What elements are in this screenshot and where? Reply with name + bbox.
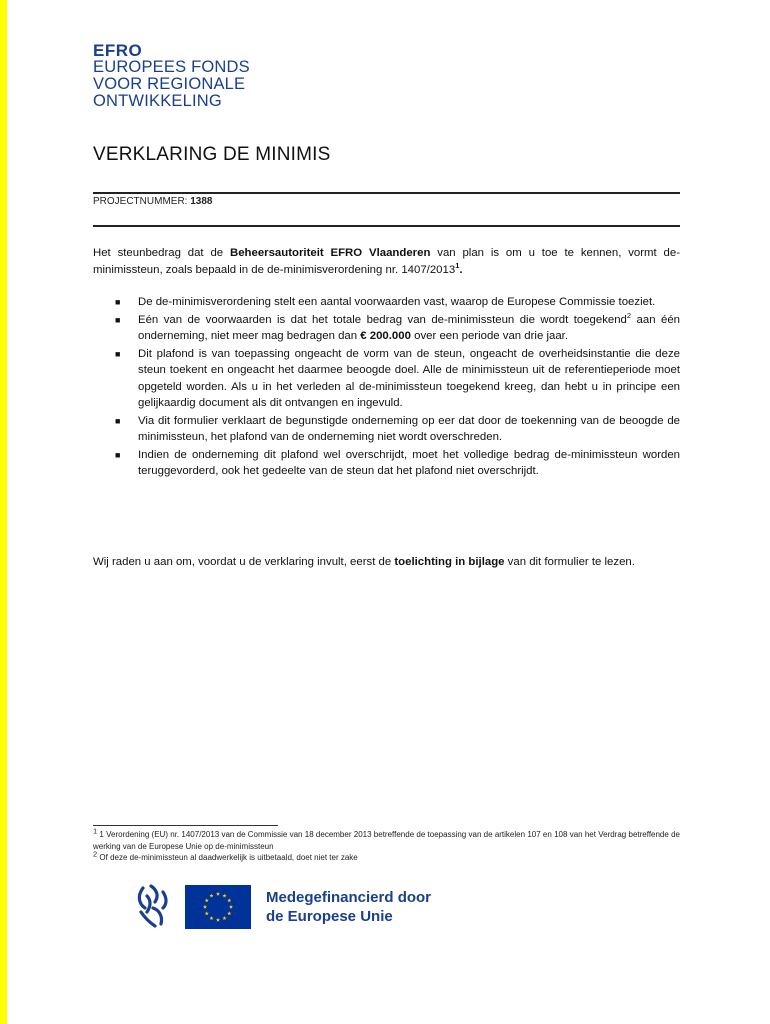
logo-short: EFRO xyxy=(93,41,143,60)
intro-text-end: van plan is om u toe te kennen, vormt de-minimissteun, zoals bepaald in de de-minimisverordening nr. 1407/2013 xyxy=(93,247,680,276)
logo-line-3: ONTWIKKELING xyxy=(93,92,222,110)
yellow-margin-bar xyxy=(0,0,7,1024)
footnote-ref-2: 2 xyxy=(626,310,632,320)
flemish-lion-logo-icon xyxy=(133,882,173,930)
list-item-text: Eén van de voorwaarden is dat het totale bedrag van de-minimissteun die wordt toegekend xyxy=(138,313,627,326)
list-item xyxy=(113,312,680,345)
amount-ceiling: € 200.000 xyxy=(360,330,411,342)
footnote-1-marker: 1 xyxy=(93,826,98,836)
advice-paragraph xyxy=(93,554,680,571)
logo-line-1: EUROPEES FONDS xyxy=(93,58,250,76)
list-item xyxy=(113,413,680,446)
footnote-1-text: 1 Verordening (EU) nr. 1407/2013 van de Commissie van 18 december 2013 betreffende de toepassing van de artikelen 107 en 108 van het Verdrag betreffende de werking van de Europese Unie op de-minimissteun xyxy=(93,830,680,851)
logo-line-2: VOOR REGIONALE xyxy=(93,75,246,93)
footnote-2 xyxy=(93,849,680,864)
list-item xyxy=(113,346,680,412)
list-item-text: Indien de onderneming dit plafond wel overschrijdt, moet het volledige bedrag de-minimissteun worden teruggevorderd, ook het gedeelte van de steun dat het plafond niet overschrijdt. xyxy=(138,448,680,477)
intro-text-start: Het steunbedrag dat de xyxy=(93,247,230,259)
list-item-text: Via dit formulier verklaart de begunstigde onderneming op eer dat door de toekenning van de beoogde de minimissteun, het plafond van de onderneming niet wordt overschreden. xyxy=(138,414,680,443)
eu-label-line-2: de Europese Unie xyxy=(266,908,393,925)
list-item-text: De de-minimisverordening stelt een aantal voorwaarden vast, waarop de Europese Commissie toeziet. xyxy=(138,296,656,308)
footnote-ref-1: 1 xyxy=(455,260,460,270)
advice-text-start: Wij raden u aan om, voordat u de verklaring invult, eerst de xyxy=(93,556,395,568)
eu-label-line-1: Medegefinancierd door xyxy=(266,889,432,906)
project-number-value: 1388 xyxy=(190,196,213,207)
bullet-icon: ■ xyxy=(115,415,121,426)
bullet-icon: ■ xyxy=(115,297,121,307)
conditions-list xyxy=(113,294,680,481)
eu-cofunding-label xyxy=(266,888,466,926)
project-number-row xyxy=(93,196,212,207)
bullet-icon: ■ xyxy=(115,314,121,325)
project-number-label: PROJECTNUMMER: xyxy=(93,196,191,207)
intro-paragraph xyxy=(93,245,680,278)
footnotes xyxy=(93,826,680,864)
footnote-divider xyxy=(93,825,278,826)
list-item-text: over een periode van drie jaar. xyxy=(410,330,568,342)
bottom-divider xyxy=(93,225,680,227)
footnote-2-marker: 2 xyxy=(93,849,98,859)
document-title: VERKLARING DE MINIMIS xyxy=(93,144,331,165)
list-item xyxy=(113,294,680,311)
advice-text-end: van dit formulier te lezen. xyxy=(504,556,635,568)
advice-annex-link: toelichting in bijlage xyxy=(394,556,505,568)
top-divider xyxy=(93,192,680,194)
list-item-text: aan één onderneming, niet meer mag bedragen dan xyxy=(138,313,681,342)
intro-period: . xyxy=(459,263,463,276)
list-item xyxy=(113,447,680,480)
bullet-icon: ■ xyxy=(115,449,121,460)
list-item-text: Dit plafond is van toepassing ongeacht de vorm van de steun, ongeacht de overheidsinstantie die deze steun toekent en ongeacht het daarmee beoogde doel. Alle de minimissteun uit de referentieperiode moet opgeteld worden. Als u in het verleden al de-minimissteun toegekend kreeg, dan hebt u in principe een gelijkaardig document als dit ontvangen en ingevuld. xyxy=(138,347,680,409)
footnote-2-text: Of deze de-minimissteun al daadwerkelijk is uitbetaald, doet niet ter zake xyxy=(97,853,358,862)
eu-flag-icon xyxy=(185,885,251,929)
efro-logo xyxy=(93,42,250,110)
intro-authority: Beheersautoriteit EFRO Vlaanderen xyxy=(229,247,431,259)
bullet-icon: ■ xyxy=(115,348,121,359)
footnote-1 xyxy=(93,826,680,852)
